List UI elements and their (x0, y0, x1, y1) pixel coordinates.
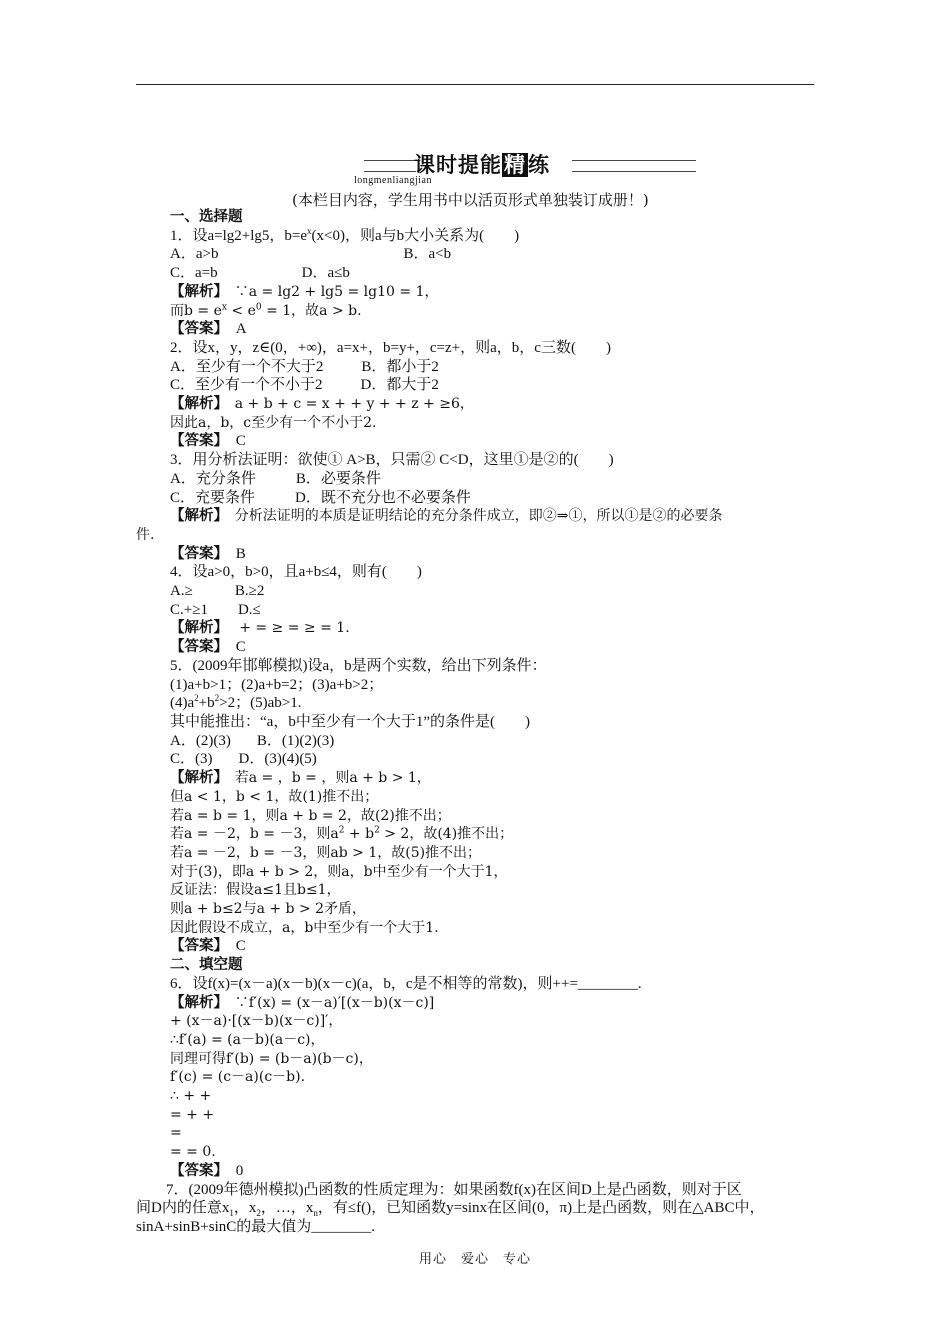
banner-title-text: 课时提能 (414, 153, 502, 177)
question-7-stem-3: sinA+sinB+sinC的最大值为________. (136, 1218, 376, 1235)
question-4-stem: 4．设a>0，b>0，且a+b≤4，则有( ) (170, 564, 422, 581)
question-2-options-ab: A．至少有一个不大于2 B．都小于2 (170, 358, 439, 375)
question-6-analysis-4: 同理可得f′(b) = (b－a)(b－c)， (170, 1050, 373, 1067)
question-1-options-cd (136, 264, 820, 283)
banner-title-highlight: 精 (504, 153, 526, 177)
question-2-answer: 【答案】 C (170, 433, 246, 450)
option-a: A．a>b (170, 246, 219, 263)
question-6-analysis-5: f′(c) = (c－a)(c－b). (170, 1069, 306, 1086)
question-5-analysis-9: 因此假设不成立，a，b中至少有一个大于1. (170, 919, 439, 936)
question-1-stem: 1．设a=lg2+lg5，$b=e^x(x<0)$，则a与b大小关系为( ) (170, 225, 520, 244)
question-5-analysis-5: 若a = －2，b = －3，则ab > 1，故(5)推不出； (170, 844, 482, 861)
question-5-analysis: 【解析】 若a = ，b = ，则a + b > 1， (170, 770, 431, 787)
question-6-analysis-9: = = 0. (170, 1144, 216, 1161)
question-5-analysis-2: 但a < 1，b < 1，故(1)推不出； (170, 788, 379, 805)
question-6-analysis: 【解析】 ∵f′(x) = (x－a)′[(x－b)(x－c)] (170, 994, 435, 1011)
question-5-analysis-8: 则a + b≤2与a + b > 2矛盾， (170, 901, 367, 918)
question-4-options-cd: C.+≥1 D.≤ (170, 601, 261, 618)
question-5-options-ab: A．(2)(3) B．(1)(2)(3) (170, 732, 335, 749)
banner-title-tail: 练 (528, 153, 550, 177)
page-footer: 用心 爱心 专心 (418, 1252, 531, 1267)
question-5-conditions-2: $(4)a^2+b^2>2$；(5)ab>1. (170, 693, 302, 712)
question-5-analysis-3: 若a = b = 1，则a + b = 2，故(2)推不出； (170, 807, 451, 824)
question-1-options-ab (136, 245, 820, 264)
section-heading-fill: 二、填空题 (170, 957, 243, 974)
question-5-conditions-1: (1)a+b>1；(2)a+b=2；(3)a+b>2； (170, 676, 384, 693)
question-7-stem-2: 间D内的任意$x_1$，$x_2$，…，$x_n$，有≤f()，已知函数y=sinx在区间(0，π)上是凸函数，则在△ABC中， (136, 1200, 765, 1219)
question-3-options-ab: A．充分条件 B．必要条件 (170, 470, 381, 487)
banner-title (414, 150, 550, 180)
question-2-analysis: 【解析】 a + b + c = x + + y + + z + ≥6， (170, 396, 474, 413)
question-5-answer: 【答案】 C (170, 938, 246, 955)
question-5-analysis-4: 若a = －2，b = －3，则$a^2 + b^2 > 2$，故(4)推不出； (170, 825, 514, 843)
banner-note: (本栏目内容，学生用书中以活页形式单独装订成册！) (292, 191, 649, 209)
question-2-analysis-2: 因此a，b，c至少有一个不小于2. (170, 414, 377, 431)
question-5-stem: 5．(2009年邯郸模拟)设a，b是两个实数，给出下列条件： (170, 657, 547, 674)
question-6-analysis-3: ∴f′(a) = (a－b)(a－c)， (170, 1031, 325, 1048)
question-7-stem: 7．(2009年德州模拟)凸函数的性质定理为：如果函数f(x)在区间D上是凸函数，则对于区 (166, 1181, 742, 1198)
exercise-content (136, 208, 820, 1237)
question-6-stem: 6．设f(x)=(x－a)(x－b)(x－c)(a，b，c是不相等的常数)，则++=________. (170, 975, 642, 992)
question-3-analysis: 【解析】 分析法证明的本质是证明结论的充分条件成立，即②⇒①，所以①是②的必要条 (170, 508, 723, 525)
banner-bar-right (572, 160, 696, 172)
question-6-analysis-2: + (x－a)·[(x－b)(x－c)]′， (170, 1013, 343, 1030)
question-1-analysis-2: 而$b = e^x < e^0 = 1$，故a > b. (170, 301, 362, 319)
question-5-options-cd: C．(3) D．(3)(4)(5) (170, 751, 317, 768)
section-heading-choice: 一、选择题 (170, 209, 243, 225)
header-rule (136, 84, 814, 85)
question-3-analysis-2: 件. (136, 526, 155, 543)
question-3-answer: 【答案】 B (170, 545, 246, 562)
question-6-answer: 【答案】 0 (170, 1162, 244, 1179)
question-3-stem: 3．用分析法证明：欲使① A>B，只需② C<D，这里①是②的( ) (170, 452, 614, 469)
question-1-analysis: 【解析】 ∵a = lg2 + lg5 = lg10 = 1， (170, 283, 439, 300)
section-banner (354, 150, 696, 186)
option-b: B．a<b (403, 246, 452, 263)
question-4-analysis: 【解析】 + = ≥ = ≥ = 1. (170, 620, 350, 637)
question-5-analysis-6: 对于(3)，即a + b > 2，则a，b中至少有一个大于1， (170, 863, 508, 880)
question-5-prompt: 其中能推出：“a，b中至少有一个大于1”的条件是( ) (170, 713, 530, 730)
question-6-analysis-6: ∴ + + (170, 1088, 212, 1105)
option-c: C．a=b (170, 265, 218, 282)
question-1-answer: 【答案】 A (170, 321, 247, 338)
question-4-answer: 【答案】 C (170, 639, 246, 656)
question-2-options-cd: C．至少有一个不小于2 D．都大于2 (170, 377, 439, 394)
question-6-analysis-8: = (170, 1125, 182, 1142)
banner-pinyin: longmenliangjian (354, 175, 432, 186)
option-d: D．a≤b (301, 265, 350, 282)
question-5-analysis-7: 反证法：假设a≤1且b≤1， (170, 882, 341, 899)
question-4-options-ab: A.≥ B.≥2 (170, 583, 265, 600)
banner-bar-left (364, 160, 416, 172)
question-2-stem: 2．设x，y，z∈(0，+∞)，a=x+，b=y+，c=z+，则a，b，c三数( ) (170, 339, 611, 356)
question-6-analysis-7: = + + (170, 1106, 215, 1123)
question-3-options-cd: C．充要条件 D．既不充分也不必要条件 (170, 489, 471, 506)
